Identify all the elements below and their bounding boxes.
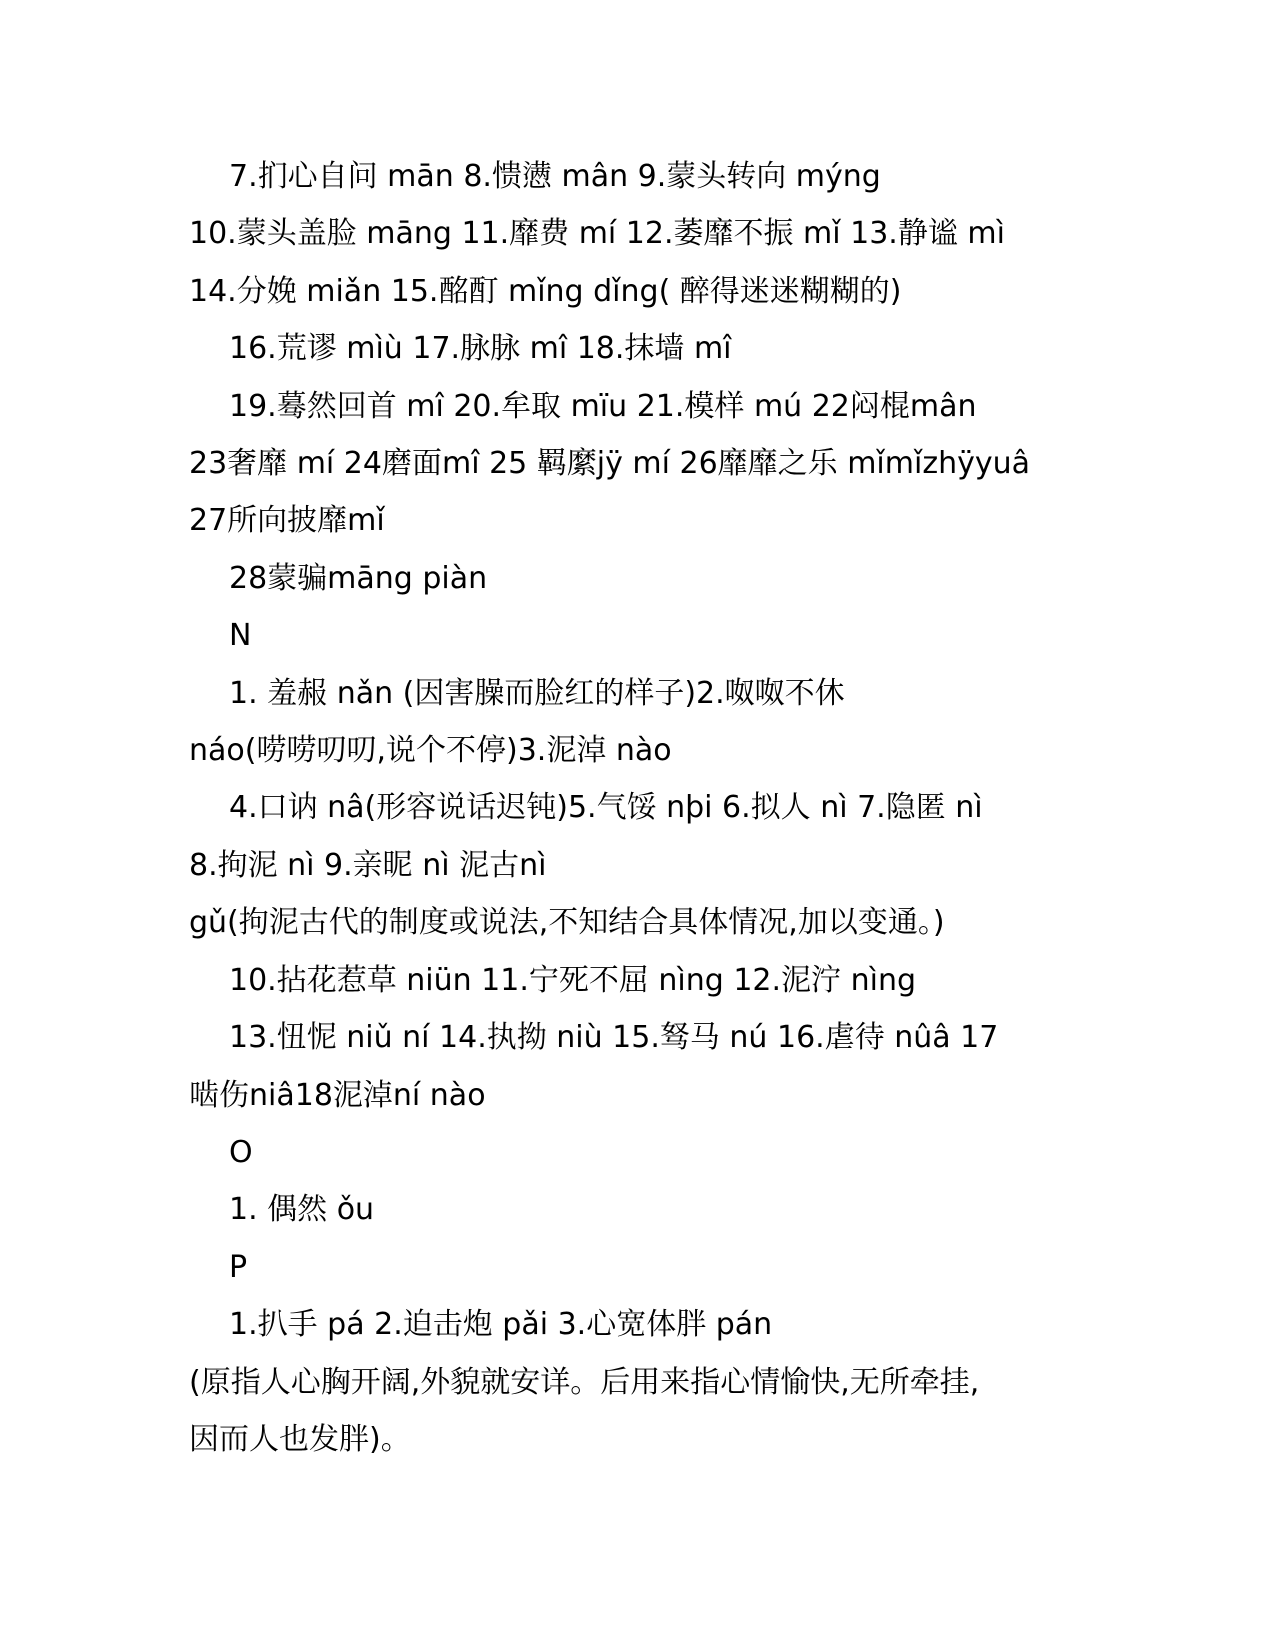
section-letter-p: P [229,1249,248,1285]
text-line: 16.荒谬 mìù 17.脉脉 mî 18.抹墙 mî [229,331,732,367]
text-line: 4.口讷 nâ(形容说话迟钝)5.气馁 nþi 6.拟人 nì 7.隐匿 nì [229,790,983,826]
text-line: 1. 偶然 ǒu [229,1192,375,1228]
text-line: gǔ(拘泥古代的制度或说法,不知结合具体情况,加以变通。) [189,905,945,941]
section-letter-n: N [229,618,252,654]
text-line: (原指人心胸开阔,外貌就安详。后用来指心情愉快,无所牵挂, [189,1364,980,1400]
text-line: 8.拘泥 nì 9.亲昵 nì 泥古nì [189,847,547,883]
text-line: 啮伤niâ18泥淖ní nào [189,1077,486,1113]
text-line: 19.蓦然回首 mî 20.牟取 mïu 21.模样 mú 22闷棍mân [229,388,977,424]
text-line: 7.扪心自问 mān 8.愦懑 mân 9.蒙头转向 mýng [229,159,881,194]
section-letter-o: O [229,1134,253,1170]
text-line: 28蒙骗māng piàn [229,560,488,596]
document-body [189,148,1089,1468]
text-line: 27所向披靡mǐ [189,503,385,539]
text-line: 10.拈花惹草 niün 11.宁死不屈 nìng 12.泥泞 nìng [229,962,916,998]
text-line: 10.蒙头盖脸 māng 11.靡费 mí 12.萎靡不振 mǐ 13.静谧 mì [189,216,1005,252]
text-line: 13.忸怩 niǔ ní 14.执拗 niù 15.驽马 nú 16.虐待 nûâ 17 [229,1020,999,1056]
text-line: 1.扒手 pá 2.迫击炮 pǎi 3.心宽体胖 pán [229,1307,773,1343]
text-line: 14.分娩 miǎn 15.酩酊 mǐng dǐng( 醉得迷迷糊糊的) [189,273,902,309]
text-line: 因而人也发胖)。 [189,1421,411,1457]
text-line: 23奢靡 mí 24磨面mî 25 羁縻jÿ mí 26靡靡之乐 mǐmǐzhÿyuâ [189,446,1030,482]
text-line: 1. 羞赧 nǎn (因害臊而脸红的样子)2.呶呶不休 [229,675,845,711]
text-line: náo(唠唠叨叨,说个不停)3.泥淖 nào [189,733,672,769]
